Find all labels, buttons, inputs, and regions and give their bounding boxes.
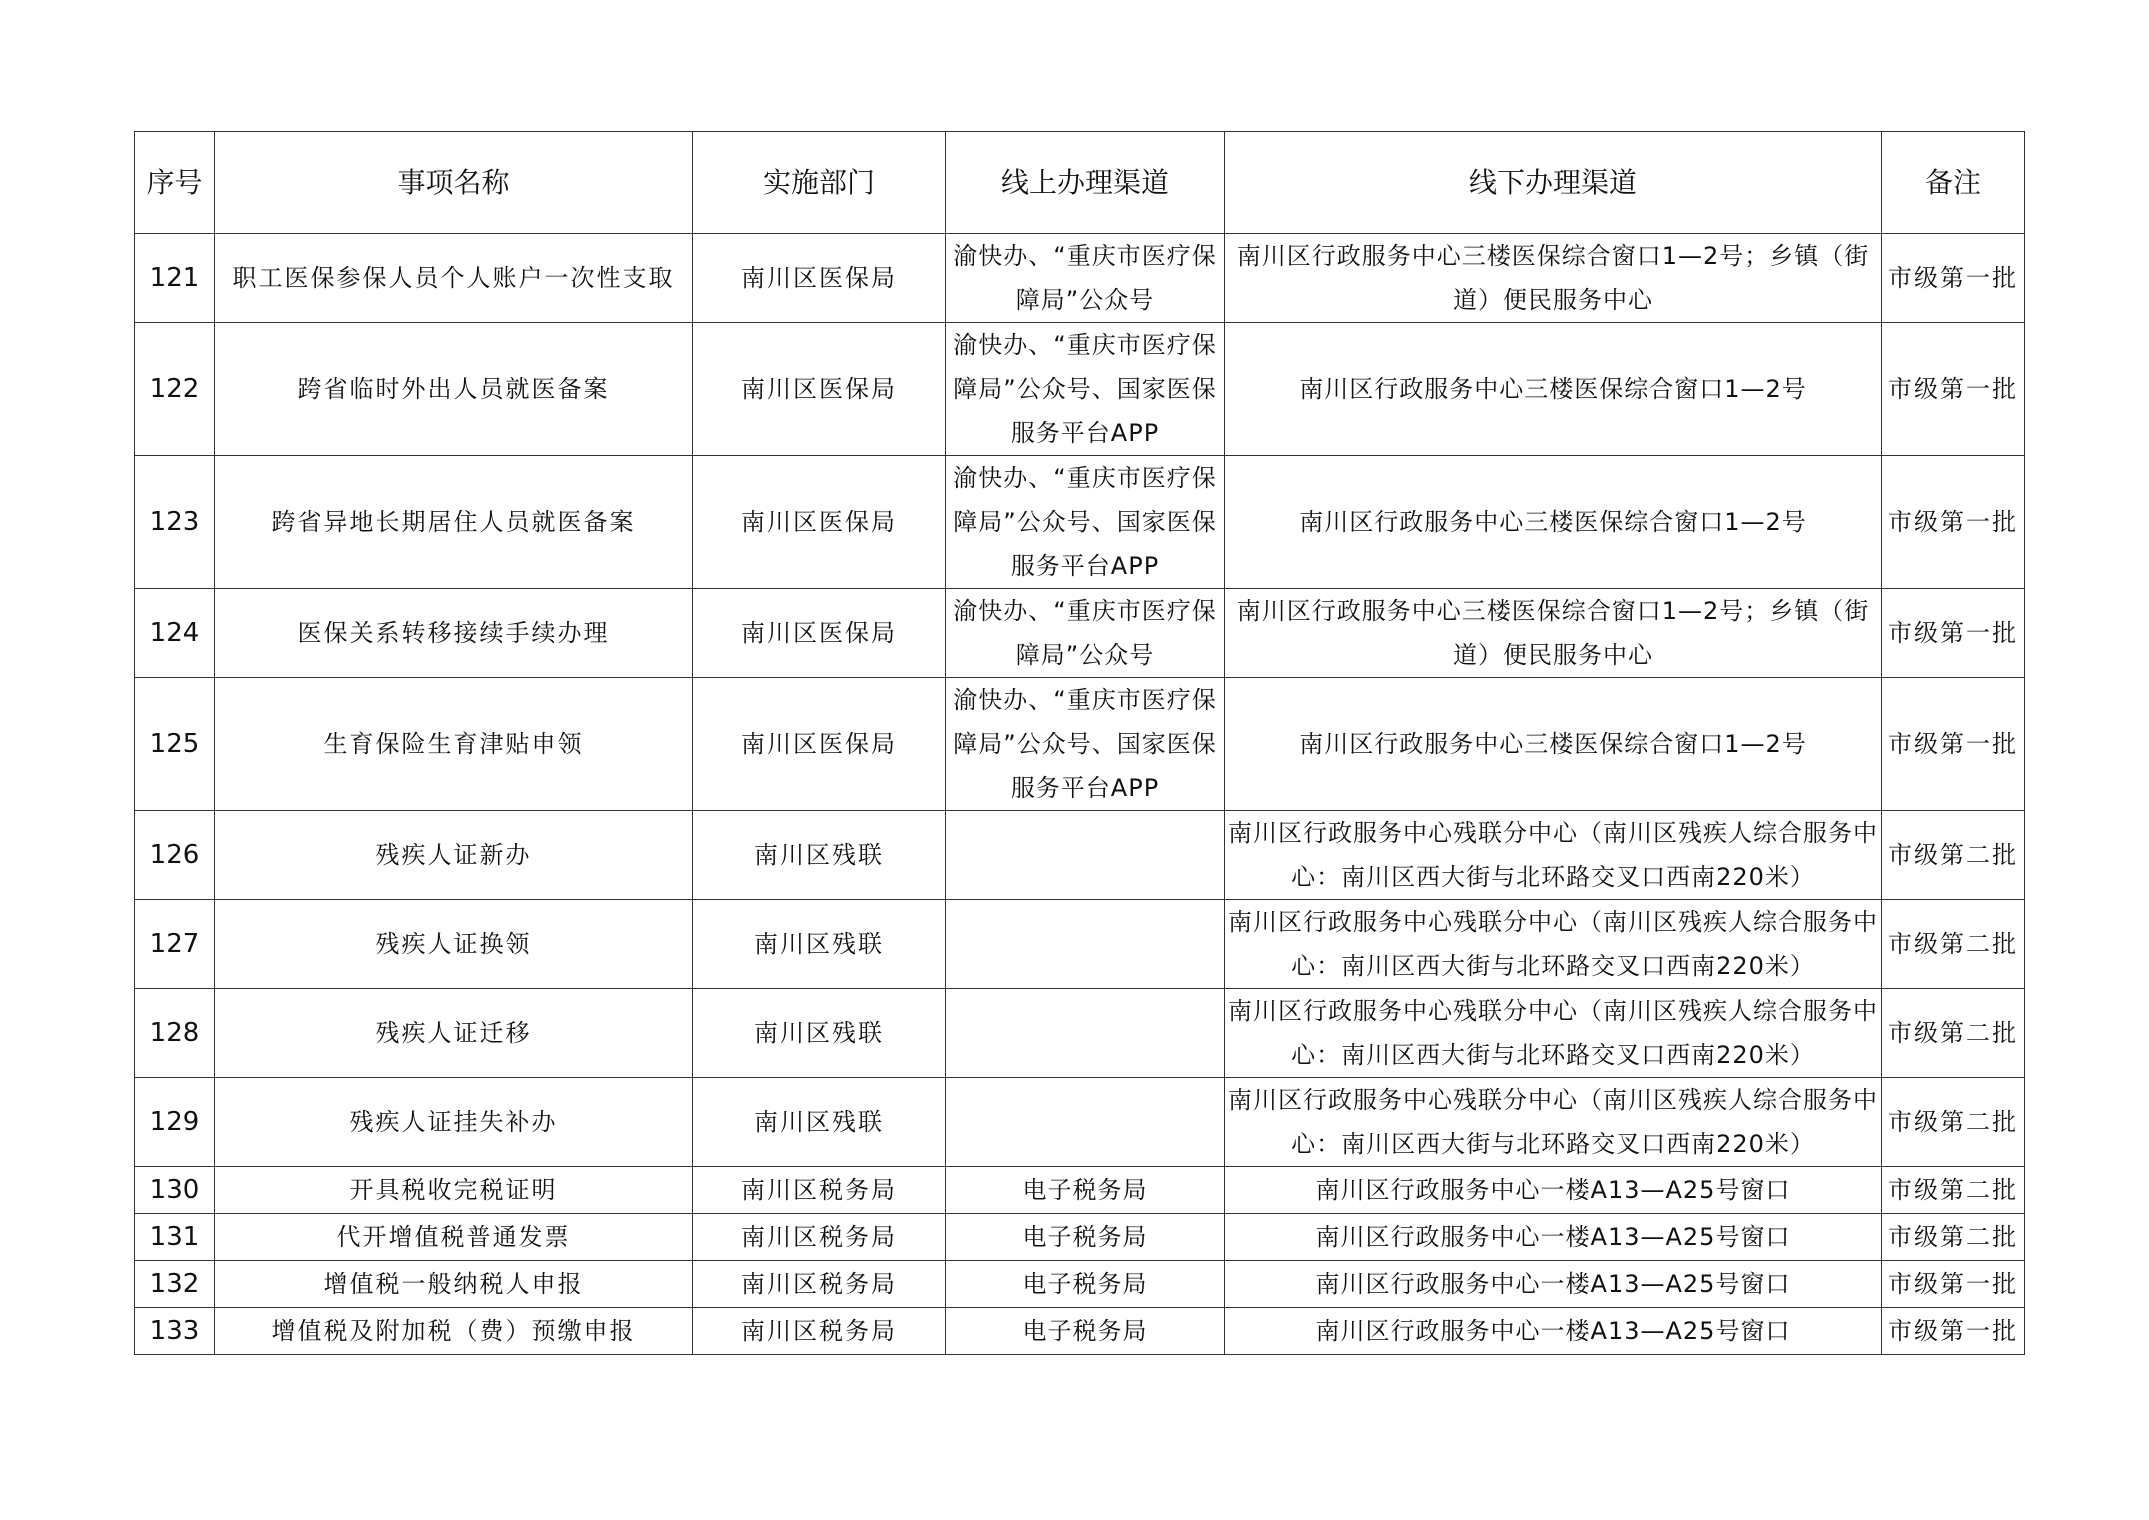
table-row [135, 1308, 2025, 1355]
cell-name: 跨省异地长期居住人员就医备案 [215, 456, 693, 589]
cell-dept: 南川区税务局 [693, 1214, 946, 1261]
cell-online: 渝快办、“重庆市医疗保障局”公众号、国家医保服务平台APP [946, 678, 1225, 811]
cell-dept: 南川区残联 [693, 900, 946, 989]
cell-online: 渝快办、“重庆市医疗保障局”公众号、国家医保服务平台APP [946, 456, 1225, 589]
cell-seq: 125 [135, 678, 215, 811]
cell-offline: 南川区行政服务中心三楼医保综合窗口1—2号 [1225, 456, 1882, 589]
cell-offline: 南川区行政服务中心三楼医保综合窗口1—2号 [1225, 323, 1882, 456]
cell-offline: 南川区行政服务中心三楼医保综合窗口1—2号；乡镇（街道）便民服务中心 [1225, 589, 1882, 678]
header-seq: 序号 [135, 132, 215, 234]
cell-seq: 124 [135, 589, 215, 678]
cell-offline: 南川区行政服务中心三楼医保综合窗口1—2号；乡镇（街道）便民服务中心 [1225, 234, 1882, 323]
cell-seq: 133 [135, 1308, 215, 1355]
cell-offline: 南川区行政服务中心残联分中心（南川区残疾人综合服务中心：南川区西大街与北环路交叉口西南220米） [1225, 900, 1882, 989]
cell-online: 电子税务局 [946, 1261, 1225, 1308]
cell-note: 市级第一批 [1882, 1261, 2025, 1308]
cell-note: 市级第一批 [1882, 323, 2025, 456]
cell-seq: 130 [135, 1167, 215, 1214]
cell-name: 跨省临时外出人员就医备案 [215, 323, 693, 456]
cell-seq: 127 [135, 900, 215, 989]
cell-seq: 132 [135, 1261, 215, 1308]
cell-offline: 南川区行政服务中心残联分中心（南川区残疾人综合服务中心：南川区西大街与北环路交叉口西南220米） [1225, 989, 1882, 1078]
cell-seq: 121 [135, 234, 215, 323]
cell-dept: 南川区残联 [693, 811, 946, 900]
cell-seq: 131 [135, 1214, 215, 1261]
cell-dept: 南川区税务局 [693, 1308, 946, 1355]
cell-dept: 南川区残联 [693, 1078, 946, 1167]
cell-name: 增值税一般纳税人申报 [215, 1261, 693, 1308]
cell-online: 渝快办、“重庆市医疗保障局”公众号、国家医保服务平台APP [946, 323, 1225, 456]
cell-note: 市级第二批 [1882, 1167, 2025, 1214]
cell-name: 生育保险生育津贴申领 [215, 678, 693, 811]
cell-dept: 南川区残联 [693, 989, 946, 1078]
cell-online: 电子税务局 [946, 1214, 1225, 1261]
table-row [135, 1167, 2025, 1214]
cell-note: 市级第二批 [1882, 811, 2025, 900]
cell-note: 市级第一批 [1882, 456, 2025, 589]
cell-online [946, 900, 1225, 989]
cell-dept: 南川区税务局 [693, 1167, 946, 1214]
cell-seq: 122 [135, 323, 215, 456]
header-name: 事项名称 [215, 132, 693, 234]
cell-name: 医保关系转移接续手续办理 [215, 589, 693, 678]
cell-name: 代开增值税普通发票 [215, 1214, 693, 1261]
table-row [135, 811, 2025, 900]
cell-dept: 南川区医保局 [693, 456, 946, 589]
cell-offline: 南川区行政服务中心一楼A13—A25号窗口 [1225, 1214, 1882, 1261]
cell-online [946, 989, 1225, 1078]
table-row [135, 1261, 2025, 1308]
cell-online [946, 1078, 1225, 1167]
header-offline: 线下办理渠道 [1225, 132, 1882, 234]
cell-name: 开具税收完税证明 [215, 1167, 693, 1214]
cell-online: 渝快办、“重庆市医疗保障局”公众号 [946, 234, 1225, 323]
cell-dept: 南川区税务局 [693, 1261, 946, 1308]
cell-name: 职工医保参保人员个人账户一次性支取 [215, 234, 693, 323]
cell-name: 残疾人证换领 [215, 900, 693, 989]
cell-name: 增值税及附加税（费）预缴申报 [215, 1308, 693, 1355]
cell-offline: 南川区行政服务中心三楼医保综合窗口1—2号 [1225, 678, 1882, 811]
header-dept: 实施部门 [693, 132, 946, 234]
cell-dept: 南川区医保局 [693, 234, 946, 323]
table-row [135, 323, 2025, 456]
cell-note: 市级第一批 [1882, 678, 2025, 811]
cell-note: 市级第二批 [1882, 1214, 2025, 1261]
cell-offline: 南川区行政服务中心一楼A13—A25号窗口 [1225, 1261, 1882, 1308]
cell-name: 残疾人证挂失补办 [215, 1078, 693, 1167]
cell-seq: 128 [135, 989, 215, 1078]
cell-dept: 南川区医保局 [693, 323, 946, 456]
cell-dept: 南川区医保局 [693, 589, 946, 678]
table-row [135, 1078, 2025, 1167]
cell-online: 电子税务局 [946, 1308, 1225, 1355]
cell-note: 市级第二批 [1882, 900, 2025, 989]
cell-seq: 126 [135, 811, 215, 900]
cell-note: 市级第二批 [1882, 989, 2025, 1078]
cell-name: 残疾人证新办 [215, 811, 693, 900]
table-row [135, 456, 2025, 589]
cell-note: 市级第一批 [1882, 589, 2025, 678]
header-note: 备注 [1882, 132, 2025, 234]
cell-offline: 南川区行政服务中心残联分中心（南川区残疾人综合服务中心：南川区西大街与北环路交叉口西南220米） [1225, 811, 1882, 900]
table-row [135, 678, 2025, 811]
header-row [135, 132, 2025, 234]
table-row [135, 900, 2025, 989]
table-row [135, 589, 2025, 678]
table-row [135, 989, 2025, 1078]
cell-note: 市级第二批 [1882, 1078, 2025, 1167]
cell-online: 渝快办、“重庆市医疗保障局”公众号 [946, 589, 1225, 678]
table-row [135, 1214, 2025, 1261]
cell-online: 电子税务局 [946, 1167, 1225, 1214]
header-online: 线上办理渠道 [946, 132, 1225, 234]
cell-offline: 南川区行政服务中心一楼A13—A25号窗口 [1225, 1308, 1882, 1355]
cell-offline: 南川区行政服务中心残联分中心（南川区残疾人综合服务中心：南川区西大街与北环路交叉口西南220米） [1225, 1078, 1882, 1167]
cell-seq: 129 [135, 1078, 215, 1167]
cell-name: 残疾人证迁移 [215, 989, 693, 1078]
cell-dept: 南川区医保局 [693, 678, 946, 811]
cell-online [946, 811, 1225, 900]
cell-offline: 南川区行政服务中心一楼A13—A25号窗口 [1225, 1167, 1882, 1214]
cell-note: 市级第一批 [1882, 1308, 2025, 1355]
cell-seq: 123 [135, 456, 215, 589]
cell-note: 市级第一批 [1882, 234, 2025, 323]
service-items-table [134, 131, 2025, 1355]
table-row [135, 234, 2025, 323]
